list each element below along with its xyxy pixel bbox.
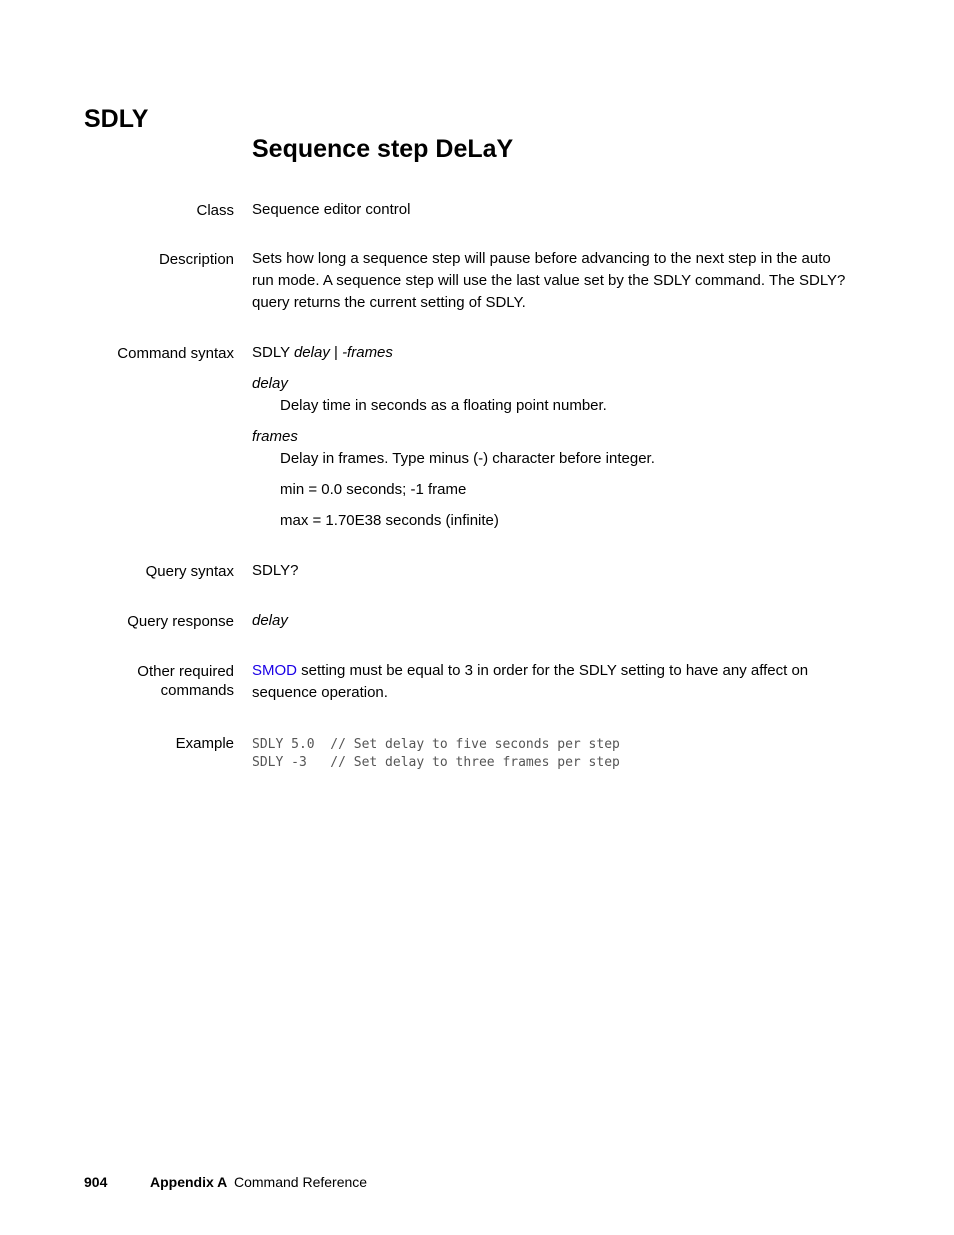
description-label: Description [158, 251, 234, 268]
syntax-prefix: SDLY [252, 344, 294, 361]
syntax-separator: | [329, 344, 343, 361]
other-required-label-line: commands [160, 682, 234, 699]
param-name-delay: delay [252, 375, 288, 392]
footer-section: Command Reference [234, 1174, 368, 1190]
page-number: 904 [84, 1174, 108, 1190]
example-code-line: SDLY 5.0 // Set delay to five seconds per step [252, 737, 620, 752]
syntax-arg-frames: -frames [342, 344, 393, 361]
smod-link[interactable]: SMOD [252, 662, 297, 679]
footer-appendix: Appendix A [150, 1174, 228, 1190]
param-max: max = 1.70E38 seconds (infinite) [280, 512, 499, 529]
syntax-arg-delay: delay [293, 344, 330, 361]
example-label: Example [175, 735, 234, 752]
param-min: min = 0.0 seconds; -1 frame [280, 481, 467, 498]
class-value: Sequence editor control [252, 201, 411, 218]
other-required-line1: setting must be equal to 3 in order for the SDLY setting to have any affect on [297, 662, 809, 679]
command-syntax-label: Command syntax [117, 345, 234, 362]
other-required-label [84, 662, 234, 700]
query-response-value: delay [252, 612, 288, 629]
description-line: Sets how long a sequence step will pause before advancing to the next step in the auto [252, 250, 831, 267]
class-label: Class [196, 202, 234, 219]
description-line: run mode. A sequence step will use the last value set by the SDLY command. The SDLY? [252, 272, 846, 289]
other-required-label-line: Other required [137, 663, 234, 680]
example-code [252, 736, 620, 772]
query-syntax-value: SDLY? [252, 562, 299, 579]
query-syntax-label: Query syntax [145, 563, 234, 580]
command-full-name: Sequence step DeLaY [252, 135, 514, 163]
command-title: SDLY [84, 105, 149, 133]
other-required-text [252, 660, 872, 704]
other-required-line2: sequence operation. [252, 684, 388, 701]
param-desc-delay: Delay time in seconds as a floating point number. [280, 397, 607, 414]
query-response-label: Query response [127, 613, 234, 630]
command-syntax [252, 342, 872, 364]
description-text [252, 248, 872, 314]
description-line: query returns the current setting of SDLY. [252, 294, 526, 311]
example-code-line: SDLY -3 // Set delay to three frames per step [252, 755, 620, 770]
param-desc-frames: Delay in frames. Type minus (-) character before integer. [280, 450, 655, 467]
param-name-frames: frames [252, 428, 298, 445]
